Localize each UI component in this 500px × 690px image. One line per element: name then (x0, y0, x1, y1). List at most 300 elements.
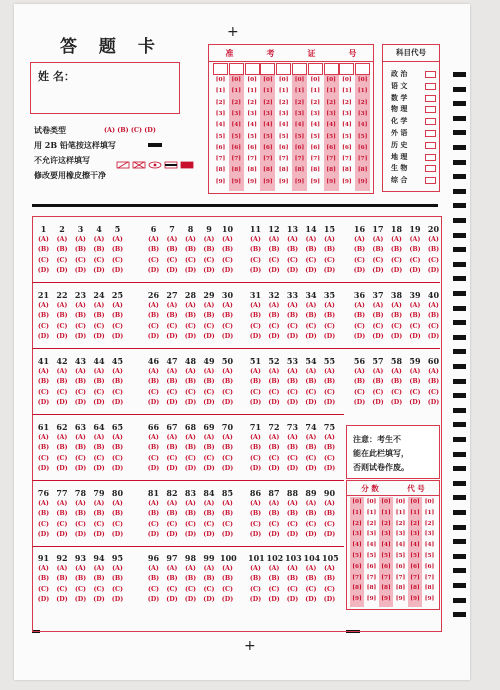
exam-id-bubble[interactable]: [1] (231, 88, 242, 95)
answer-bubble[interactable]: (A) (166, 565, 178, 572)
answer-bubble[interactable]: (C) (185, 322, 196, 330)
answer-bubble[interactable]: (B) (111, 246, 124, 254)
answer-bubble[interactable]: (C) (305, 454, 317, 462)
exam-id-bubble[interactable]: [8] (263, 167, 273, 174)
answer-bubble[interactable]: (B) (74, 312, 87, 320)
answer-bubble[interactable]: (D) (268, 266, 280, 274)
exam-id-bubble[interactable]: [1] (326, 88, 336, 95)
answer-bubble[interactable]: (A) (166, 302, 178, 309)
answer-bubble[interactable]: (C) (185, 520, 196, 528)
answer-bubble[interactable]: (C) (324, 454, 335, 462)
answer-bubble[interactable]: (B) (268, 246, 280, 254)
answer-bubble[interactable]: (A) (93, 368, 105, 375)
exam-id-bubble[interactable]: [4] (357, 122, 368, 129)
answer-bubble[interactable]: (B) (353, 312, 366, 320)
exam-id-bubble[interactable]: [3] (247, 110, 257, 117)
exam-id-bubble[interactable]: [3] (278, 110, 289, 117)
answer-bubble[interactable]: (D) (286, 595, 299, 603)
exam-id-bubble[interactable]: [1] (278, 88, 289, 95)
exam-id-bubble[interactable]: [0] (310, 77, 321, 83)
answer-bubble[interactable]: (B) (203, 575, 215, 583)
answer-bubble[interactable]: (C) (166, 388, 178, 396)
answer-bubble[interactable]: (C) (75, 388, 86, 396)
answer-bubble[interactable]: (C) (324, 585, 335, 593)
answer-bubble[interactable]: (A) (268, 368, 280, 375)
answer-bubble[interactable]: (B) (268, 378, 280, 386)
answer-bubble[interactable]: (A) (112, 500, 123, 507)
answer-bubble[interactable]: (D) (74, 266, 87, 274)
answer-bubble[interactable]: (A) (324, 368, 335, 375)
answer-bubble[interactable]: (A) (250, 368, 261, 375)
answer-bubble[interactable]: (A) (112, 565, 123, 572)
exam-id-bubble[interactable]: [6] (357, 144, 368, 151)
answer-bubble[interactable]: (A) (75, 236, 86, 243)
answer-bubble[interactable]: (D) (305, 398, 317, 406)
answer-bubble[interactable]: (D) (147, 332, 160, 340)
answer-bubble[interactable]: (B) (37, 444, 50, 452)
exam-id-bubble[interactable]: [0] (357, 77, 368, 83)
exam-id-bubble[interactable]: [1] (263, 88, 273, 95)
exam-id-bubble[interactable]: [1] (342, 88, 352, 95)
answer-bubble[interactable]: (A) (166, 500, 178, 507)
answer-bubble[interactable]: (C) (166, 256, 178, 264)
exam-id-bubble[interactable]: [9] (342, 178, 352, 185)
answer-bubble[interactable]: (C) (287, 388, 298, 396)
answer-bubble[interactable]: (B) (372, 312, 384, 320)
exam-id-bubble[interactable]: [8] (342, 167, 352, 174)
answer-bubble[interactable]: (C) (287, 256, 298, 264)
exam-id-bubble[interactable]: [2] (310, 99, 321, 106)
answer-bubble[interactable]: (C) (148, 454, 159, 462)
exam-id-bubble[interactable]: [4] (326, 122, 336, 129)
answer-bubble[interactable]: (C) (56, 520, 68, 528)
answer-bubble[interactable]: (A) (324, 434, 335, 441)
answer-bubble[interactable]: (B) (221, 575, 234, 583)
answer-bubble[interactable]: (C) (324, 322, 335, 330)
answer-bubble[interactable]: (C) (268, 388, 280, 396)
answer-bubble[interactable]: (A) (354, 236, 365, 243)
answer-bubble[interactable]: (D) (111, 464, 124, 472)
answer-bubble[interactable]: (D) (249, 332, 262, 340)
answer-bubble[interactable]: (C) (428, 388, 439, 396)
answer-bubble[interactable]: (A) (75, 368, 86, 375)
answer-bubble[interactable]: (D) (184, 332, 197, 340)
answer-bubble[interactable]: (B) (74, 444, 87, 452)
answer-bubble[interactable]: (B) (427, 378, 440, 386)
exam-id-column[interactable] (245, 63, 260, 191)
exam-id-write-box[interactable] (339, 63, 354, 75)
exam-id-bubble[interactable]: [2] (294, 99, 305, 106)
exam-id-bubble[interactable]: [0] (342, 77, 352, 83)
answer-bubble[interactable]: (A) (38, 368, 49, 375)
answer-bubble[interactable]: (A) (185, 565, 196, 572)
exam-id-bubble[interactable]: [2] (278, 99, 289, 106)
answer-bubble[interactable]: (C) (250, 454, 261, 462)
answer-bubble[interactable]: (D) (286, 332, 299, 340)
subject-bubble[interactable] (425, 106, 436, 113)
answer-bubble[interactable]: (C) (409, 388, 421, 396)
answer-bubble[interactable]: (B) (323, 378, 336, 386)
answer-bubble[interactable]: (C) (268, 322, 280, 330)
exam-id-bubble[interactable]: [8] (278, 167, 289, 174)
answer-bubble[interactable]: (A) (38, 302, 49, 309)
answer-bubble[interactable]: (D) (74, 595, 87, 603)
answer-bubble[interactable]: (A) (287, 302, 298, 309)
answer-bubble[interactable]: (D) (286, 464, 299, 472)
answer-bubble[interactable]: (B) (268, 510, 280, 518)
answer-bubble[interactable]: (C) (222, 454, 233, 462)
answer-bubble[interactable]: (C) (409, 256, 421, 264)
exam-id-bubble[interactable]: [4] (310, 122, 321, 129)
exam-id-write-box[interactable] (260, 63, 275, 75)
answer-bubble[interactable]: (B) (268, 312, 280, 320)
answer-bubble[interactable]: (A) (148, 500, 159, 507)
answer-bubble[interactable]: (A) (166, 434, 178, 441)
exam-id-bubble[interactable]: [5] (247, 133, 257, 140)
answer-bubble[interactable]: (A) (148, 565, 159, 572)
answer-bubble[interactable]: (B) (56, 312, 68, 320)
answer-bubble[interactable]: (A) (185, 434, 196, 441)
answer-bubble[interactable]: (D) (56, 398, 68, 406)
exam-id-bubble[interactable]: [4] (263, 122, 273, 129)
exam-id-bubble[interactable]: [9] (326, 178, 336, 185)
answer-bubble[interactable]: (C) (250, 322, 261, 330)
answer-bubble[interactable]: (C) (56, 454, 68, 462)
exam-id-bubble[interactable]: [1] (215, 88, 226, 95)
answer-bubble[interactable]: (C) (222, 256, 233, 264)
answer-bubble[interactable]: (A) (112, 302, 123, 309)
exam-id-bubble[interactable]: [3] (231, 110, 242, 117)
answer-bubble[interactable]: (B) (93, 378, 105, 386)
answer-bubble[interactable]: (B) (305, 246, 317, 254)
answer-bubble[interactable]: (A) (409, 302, 421, 309)
answer-bubble[interactable]: (B) (409, 246, 421, 254)
subject-bubble[interactable] (425, 95, 436, 102)
exam-id-bubble[interactable]: [5] (294, 133, 305, 140)
answer-bubble[interactable]: (C) (166, 520, 178, 528)
exam-id-bubble[interactable]: [4] (247, 122, 257, 129)
answer-bubble[interactable]: (A) (268, 565, 280, 572)
answer-bubble[interactable]: (B) (184, 246, 197, 254)
answer-bubble[interactable]: (C) (305, 585, 317, 593)
answer-bubble[interactable]: (A) (93, 302, 105, 309)
answer-bubble[interactable]: (D) (286, 398, 299, 406)
answer-bubble[interactable]: (C) (305, 388, 317, 396)
exam-id-bubble[interactable]: [7] (231, 156, 242, 163)
answer-bubble[interactable]: (A) (250, 500, 261, 507)
answer-bubble[interactable]: (C) (372, 256, 384, 264)
answer-bubble[interactable]: (D) (427, 332, 440, 340)
answer-bubble[interactable]: (A) (305, 302, 317, 309)
answer-bubble[interactable]: (A) (409, 236, 421, 243)
answer-bubble[interactable]: (C) (250, 388, 261, 396)
answer-bubble[interactable]: (C) (112, 256, 123, 264)
exam-id-bubble[interactable]: [1] (247, 88, 257, 95)
answer-bubble[interactable]: (A) (250, 434, 261, 441)
answer-bubble[interactable]: (B) (184, 510, 197, 518)
answer-bubble[interactable]: (B) (249, 510, 262, 518)
exam-id-bubble[interactable]: [4] (342, 122, 352, 129)
answer-bubble[interactable]: (D) (268, 595, 280, 603)
answer-bubble[interactable]: (B) (184, 312, 197, 320)
answer-bubble[interactable]: (B) (305, 444, 317, 452)
answer-bubble[interactable]: (C) (287, 454, 298, 462)
answer-bubble[interactable]: (D) (390, 266, 403, 274)
answer-bubble[interactable]: (A) (185, 236, 196, 243)
answer-bubble[interactable]: (B) (286, 246, 299, 254)
answer-bubble[interactable]: (A) (93, 565, 105, 572)
answer-bubble[interactable]: (D) (74, 332, 87, 340)
answer-bubble[interactable]: (C) (166, 454, 178, 462)
answer-bubble[interactable]: (D) (37, 530, 50, 538)
answer-bubble[interactable]: (A) (268, 302, 280, 309)
answer-bubble[interactable]: (B) (390, 246, 403, 254)
exam-id-bubble[interactable]: [3] (294, 110, 305, 117)
answer-bubble[interactable]: (D) (74, 398, 87, 406)
answer-bubble[interactable]: (A) (203, 434, 215, 441)
answer-bubble[interactable]: (A) (268, 500, 280, 507)
exam-id-bubble[interactable]: [0] (247, 77, 257, 83)
answer-bubble[interactable]: (B) (268, 444, 280, 452)
exam-id-bubble[interactable]: [6] (310, 144, 321, 151)
answer-bubble[interactable]: (A) (250, 302, 261, 309)
answer-bubble[interactable]: (A) (324, 565, 335, 572)
answer-bubble[interactable]: (A) (185, 302, 196, 309)
exam-id-column[interactable] (229, 63, 244, 191)
answer-bubble[interactable]: (B) (305, 378, 317, 386)
answer-bubble[interactable]: (D) (390, 332, 403, 340)
answer-bubble[interactable]: (A) (354, 302, 365, 309)
answer-bubble[interactable]: (C) (354, 388, 365, 396)
answer-bubble[interactable]: (B) (74, 246, 87, 254)
answer-bubble[interactable]: (D) (166, 266, 178, 274)
answer-bubble[interactable]: (A) (222, 500, 233, 507)
answer-bubble[interactable]: (D) (221, 266, 234, 274)
answer-bubble[interactable]: (B) (221, 378, 234, 386)
answer-bubble[interactable]: (C) (38, 520, 49, 528)
answer-bubble[interactable]: (C) (75, 322, 86, 330)
answer-bubble[interactable]: (D) (305, 266, 317, 274)
answer-bubble[interactable]: (C) (391, 388, 402, 396)
answer-bubble[interactable]: (B) (221, 444, 234, 452)
answer-bubble[interactable]: (D) (372, 398, 384, 406)
exam-id-bubble[interactable]: [7] (263, 156, 273, 163)
answer-bubble[interactable]: (D) (184, 266, 197, 274)
exam-id-bubble[interactable]: [2] (263, 99, 273, 106)
exam-id-bubble[interactable]: [0] (278, 77, 289, 83)
answer-bubble[interactable]: (A) (287, 434, 298, 441)
exam-id-bubble[interactable]: [1] (294, 88, 305, 95)
exam-id-column[interactable] (308, 63, 323, 191)
answer-bubble[interactable]: (A) (93, 434, 105, 441)
answer-bubble[interactable]: (B) (56, 444, 68, 452)
subject-bubble[interactable] (425, 130, 436, 137)
answer-bubble[interactable]: (C) (305, 322, 317, 330)
exam-id-bubble[interactable]: [9] (247, 178, 257, 185)
exam-id-bubble[interactable]: [9] (215, 178, 226, 185)
answer-bubble[interactable]: (B) (221, 312, 234, 320)
answer-bubble[interactable]: (D) (249, 266, 262, 274)
answer-bubble[interactable]: (D) (147, 398, 160, 406)
answer-bubble[interactable]: (C) (222, 388, 233, 396)
answer-bubble[interactable]: (D) (323, 595, 336, 603)
exam-id-write-box[interactable] (355, 63, 370, 75)
exam-id-column[interactable] (292, 63, 307, 191)
answer-bubble[interactable]: (B) (203, 312, 215, 320)
answer-bubble[interactable]: (D) (166, 332, 178, 340)
answer-bubble[interactable]: (A) (112, 368, 123, 375)
answer-bubble[interactable]: (C) (203, 454, 215, 462)
exam-id-write-box[interactable] (229, 63, 244, 75)
answer-bubble[interactable]: (A) (391, 302, 402, 309)
answer-bubble[interactable]: (B) (203, 510, 215, 518)
exam-id-bubble[interactable]: [6] (215, 144, 226, 151)
answer-bubble[interactable]: (D) (166, 595, 178, 603)
answer-bubble[interactable]: (B) (184, 444, 197, 452)
answer-bubble[interactable]: (A) (75, 500, 86, 507)
answer-bubble[interactable]: (A) (287, 565, 298, 572)
answer-bubble[interactable]: (D) (93, 332, 105, 340)
exam-id-bubble[interactable]: [9] (310, 178, 321, 185)
exam-id-bubble[interactable]: [6] (326, 144, 336, 151)
answer-bubble[interactable]: (A) (305, 236, 317, 243)
answer-bubble[interactable]: (C) (250, 256, 261, 264)
answer-bubble[interactable]: (A) (372, 236, 384, 243)
answer-bubble[interactable]: (B) (203, 378, 215, 386)
answer-bubble[interactable]: (D) (74, 530, 87, 538)
answer-bubble[interactable]: (D) (111, 266, 124, 274)
answer-bubble[interactable]: (D) (203, 464, 215, 472)
answer-bubble[interactable]: (B) (286, 378, 299, 386)
answer-bubble[interactable]: (A) (222, 565, 233, 572)
answer-bubble[interactable]: (A) (38, 236, 49, 243)
exam-id-bubble[interactable]: [7] (326, 156, 336, 163)
answer-bubble[interactable]: (B) (323, 444, 336, 452)
answer-bubble[interactable]: (A) (148, 368, 159, 375)
answer-bubble[interactable]: (C) (372, 388, 384, 396)
answer-bubble[interactable]: (A) (185, 500, 196, 507)
answer-bubble[interactable]: (A) (324, 236, 335, 243)
exam-id-bubble[interactable]: [2] (342, 99, 352, 106)
exam-id-write-box[interactable] (213, 63, 228, 75)
answer-bubble[interactable]: (A) (56, 302, 68, 309)
answer-bubble[interactable]: (D) (305, 530, 317, 538)
answer-bubble[interactable]: (C) (287, 322, 298, 330)
answer-bubble[interactable]: (C) (372, 322, 384, 330)
answer-bubble[interactable]: (B) (221, 510, 234, 518)
answer-bubble[interactable]: (A) (250, 236, 261, 243)
answer-bubble[interactable]: (D) (93, 266, 105, 274)
answer-bubble[interactable]: (B) (323, 575, 336, 583)
answer-bubble[interactable]: (C) (148, 388, 159, 396)
answer-bubble[interactable]: (C) (166, 322, 178, 330)
answer-bubble[interactable]: (B) (286, 575, 299, 583)
answer-bubble[interactable]: (C) (268, 256, 280, 264)
exam-id-bubble[interactable]: [5] (310, 133, 321, 140)
exam-id-bubble[interactable]: [5] (342, 133, 352, 140)
answer-bubble[interactable]: (D) (56, 595, 68, 603)
answer-bubble[interactable]: (B) (166, 575, 178, 583)
answer-bubble[interactable]: (C) (250, 520, 261, 528)
answer-bubble[interactable]: (C) (166, 585, 178, 593)
answer-bubble[interactable]: (A) (305, 565, 317, 572)
answer-bubble[interactable]: (B) (353, 378, 366, 386)
answer-bubble[interactable]: (D) (305, 464, 317, 472)
answer-bubble[interactable]: (B) (203, 444, 215, 452)
exam-id-bubble[interactable]: [7] (215, 156, 226, 163)
exam-id-bubble[interactable]: [6] (231, 144, 242, 151)
exam-id-write-box[interactable] (245, 63, 260, 75)
answer-bubble[interactable]: (B) (249, 575, 262, 583)
answer-bubble[interactable]: (D) (427, 266, 440, 274)
answer-bubble[interactable]: (C) (354, 322, 365, 330)
exam-id-column[interactable] (260, 63, 275, 191)
answer-bubble[interactable]: (D) (249, 398, 262, 406)
answer-bubble[interactable]: (C) (203, 520, 215, 528)
exam-id-bubble[interactable]: [5] (231, 133, 242, 140)
answer-bubble[interactable]: (D) (353, 266, 366, 274)
answer-bubble[interactable]: (D) (184, 595, 197, 603)
answer-bubble[interactable]: (A) (324, 302, 335, 309)
answer-bubble[interactable]: (C) (185, 585, 196, 593)
answer-bubble[interactable]: (D) (409, 398, 421, 406)
answer-bubble[interactable]: (D) (111, 332, 124, 340)
answer-bubble[interactable]: (D) (249, 530, 262, 538)
exam-id-bubble[interactable]: [3] (310, 110, 321, 117)
answer-bubble[interactable]: (A) (305, 368, 317, 375)
answer-bubble[interactable]: (A) (75, 302, 86, 309)
answer-bubble[interactable]: (C) (56, 585, 68, 593)
exam-id-bubble[interactable]: [8] (247, 167, 257, 174)
answer-bubble[interactable]: (D) (390, 398, 403, 406)
answer-bubble[interactable]: (B) (323, 510, 336, 518)
answer-bubble[interactable]: (D) (323, 464, 336, 472)
answer-bubble[interactable]: (D) (111, 398, 124, 406)
answer-bubble[interactable]: (A) (112, 236, 123, 243)
exam-id-bubble[interactable]: [0] (231, 77, 242, 83)
answer-bubble[interactable]: (C) (112, 520, 123, 528)
answer-bubble[interactable]: (A) (287, 368, 298, 375)
answer-bubble[interactable]: (C) (148, 520, 159, 528)
exam-id-bubble[interactable]: [5] (278, 133, 289, 140)
exam-id-bubble[interactable]: [3] (342, 110, 352, 117)
answer-bubble[interactable]: (C) (75, 585, 86, 593)
answer-bubble[interactable]: (B) (37, 312, 50, 320)
answer-bubble[interactable]: (B) (221, 246, 234, 254)
answer-bubble[interactable]: (D) (221, 530, 234, 538)
answer-bubble[interactable]: (A) (75, 434, 86, 441)
answer-bubble[interactable]: (B) (184, 378, 197, 386)
answer-bubble[interactable]: (D) (147, 595, 160, 603)
answer-bubble[interactable]: (C) (112, 388, 123, 396)
exam-id-bubble[interactable]: [9] (357, 178, 368, 185)
exam-id-bubble[interactable]: [0] (263, 77, 273, 83)
exam-id-bubble[interactable]: [7] (278, 156, 289, 163)
exam-id-bubble[interactable]: [7] (310, 156, 321, 163)
answer-bubble[interactable]: (B) (56, 575, 68, 583)
answer-bubble[interactable]: (B) (147, 378, 160, 386)
answer-bubble[interactable]: (B) (409, 378, 421, 386)
answer-bubble[interactable]: (D) (93, 595, 105, 603)
answer-bubble[interactable]: (C) (324, 520, 335, 528)
answer-bubble[interactable]: (B) (286, 444, 299, 452)
answer-bubble[interactable]: (A) (56, 236, 68, 243)
answer-bubble[interactable]: (B) (372, 246, 384, 254)
exam-id-bubble[interactable]: [3] (263, 110, 273, 117)
answer-bubble[interactable]: (A) (372, 302, 384, 309)
answer-bubble[interactable]: (A) (56, 500, 68, 507)
exam-id-bubble[interactable]: [5] (215, 133, 226, 140)
